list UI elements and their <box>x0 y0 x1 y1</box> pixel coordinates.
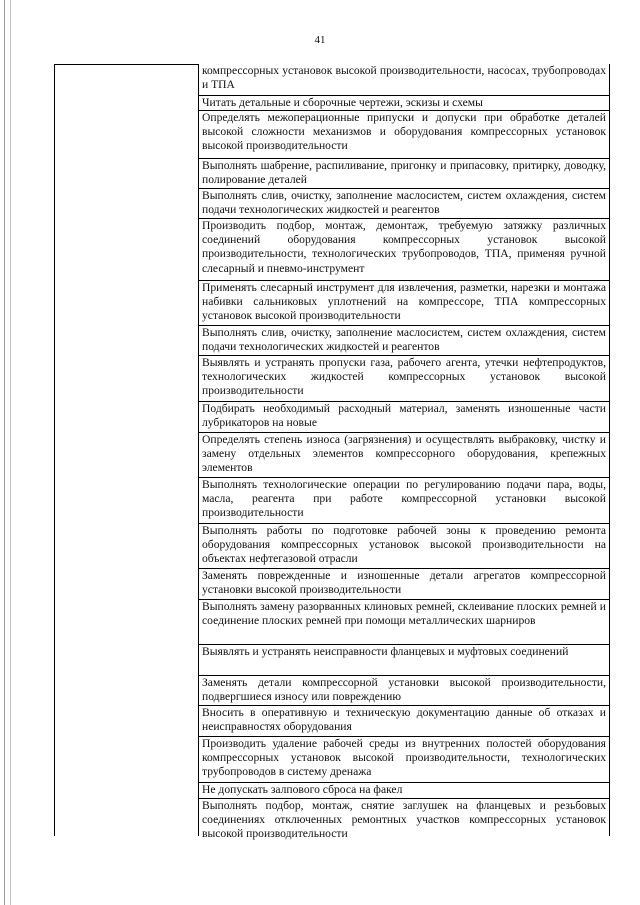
table-row: Производить подбор, монтаж, демонтаж, требуемую затяжку различных соединений оборудования компрессорных установок высокой производительности, технологических трубопроводов, ТПА, применяя ручной слесарный и пневмо-инструмент <box>198 219 610 281</box>
table-top-border-left <box>54 64 198 65</box>
table-row: Определять степень износа (загрязнения) и осуществлять выбраковку, чистку и замену отдельных элементов компрессорного оборудования, крепежных элементов <box>198 433 610 478</box>
table-left-border <box>54 64 55 836</box>
table-row: Выполнять слив, очистку, заполнение маслосистем, систем охлаждения, систем подачи технологических жидкостей и реагентов <box>198 189 610 219</box>
table-row: Не допускать залпового сброса на факел <box>198 783 610 799</box>
table-row: Выполнять замену разорванных клиновых ремней, склеивание плоских ремней и соединение плоских ремней при помощи металлических шарниров <box>198 600 610 645</box>
table-row: Выполнять работы по подготовке рабочей зоны к проведению ремонта оборудования компрессорных установок высокой производительности на объектах нефтегазовой отрасли <box>198 524 610 569</box>
table-row: Вносить в оперативную и техническую документацию данные об отказах и неисправностях оборудования <box>198 706 610 737</box>
table-row: Выявлять и устранять пропуски газа, рабочего агента, утечки нефтепродуктов, технологических жидкостей компрессорных установок высокой производительности <box>198 356 610 402</box>
scan-edge-line <box>4 0 5 905</box>
table-row: Выявлять и устранять неисправности фланцевых и муфтовых соединений <box>198 645 610 676</box>
table-row: Заменять поврежденные и изношенные детали агрегатов компрессорной установки высокой производительности <box>198 569 610 600</box>
table-row: Выполнять шабрение, распиливание, пригонку и припасовку, притирку, доводку, полирование деталей <box>198 159 610 189</box>
table-row: Производить удаление рабочей среды из внутренних полостей оборудования компрессорных установок высокой производительности, технологических трубопроводов в систему дренажа <box>198 737 610 783</box>
table-row: Определять межоперационные припуски и допуски при обработке деталей высокой сложности механизмов и оборудования компрессорных установок высокой производительности <box>198 111 610 159</box>
table-row: компрессорных установок высокой производительности, насосах, трубопроводах и ТПА <box>198 64 610 96</box>
table-row: Применять слесарный инструмент для извлечения, разметки, нарезки и монтажа набивки сальниковых уплотнений на компрессоре, ТПА компрессорных установок высокой производительности <box>198 281 610 326</box>
table-row: Подбирать необходимый расходный материал, заменять изношенные части лубрикаторов на новые <box>198 402 610 433</box>
table-row: Выполнять подбор, монтаж, снятие заглушек на фланцевых и резьбовых соединениях отключенных ремонтных участков компрессорных установок высокой производительности <box>202 799 606 841</box>
table-row: Читать детальные и сборочные чертежи, эскизы и схемы <box>198 96 610 111</box>
page-number: 41 <box>314 34 326 46</box>
scan-edge-line <box>10 0 11 905</box>
table-row: Выполнять технологические операции по регулированию подачи пара, воды, масла, реагента при работе компрессорной установки высокой производительности <box>198 478 610 524</box>
table-row: Заменять детали компрессорной установки высокой производительности, подвергшиеся износу или повреждению <box>198 676 610 706</box>
table-row: Выполнять слив, очистку, заполнение маслосистем, систем охлаждения, систем подачи технологических жидкостей и реагентов <box>198 326 610 356</box>
skills-list <box>198 64 610 844</box>
